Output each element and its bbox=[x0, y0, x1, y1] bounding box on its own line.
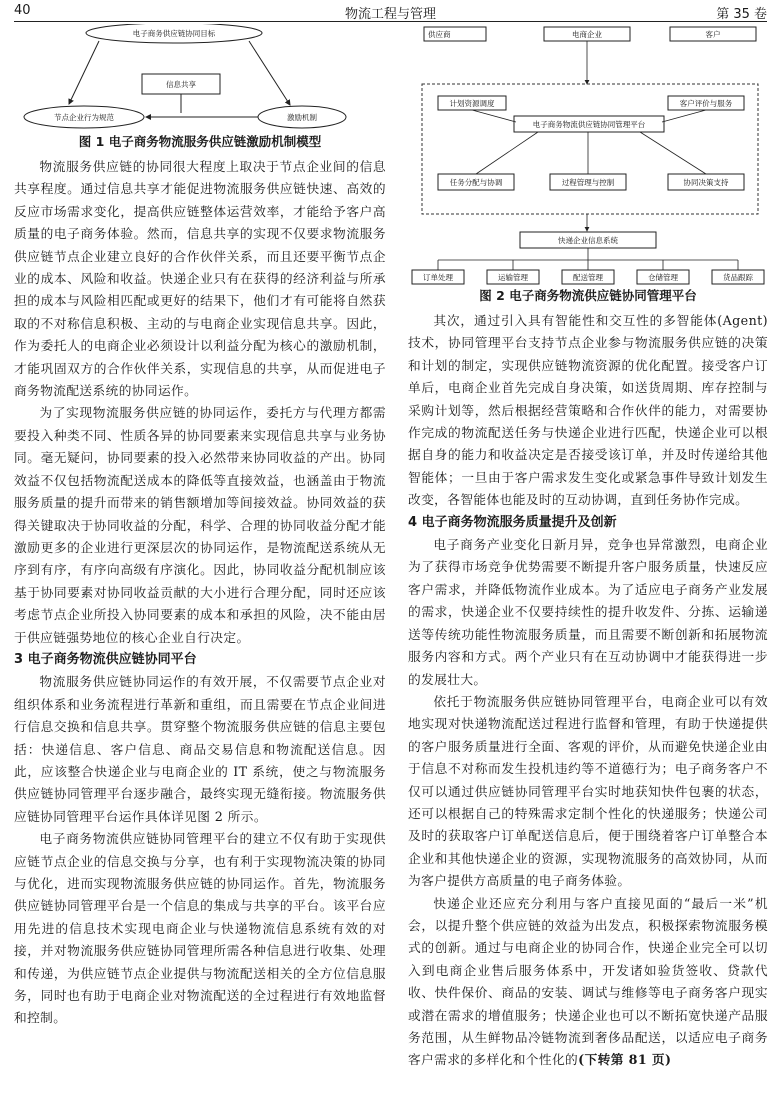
fig2-warehouse-label: 仓储管理 bbox=[648, 273, 678, 282]
fig2-plan-label: 计划资源调度 bbox=[449, 99, 495, 108]
left-paragraph-4: 电子商务物流供应链协同管理平台的建立不仅有助于实现供应链节点企业的信息交换与分享，也有利于实现物流决策的协同与优化，进而实现物流服务供应链的协同运作。首先，物流服务供应链协同管理平台是一个信息的集成与共享的平台。该平台应用先进的信息技术实现电商企业与快递物流信息系统有效的对接，并对物流服务供应链协同管理所需各种信息进行收集、处理和传递，为供应链节点企业提供与物流配送相关的全方位信息服务，同时也有助于电商企业对物流配送的全过程进行有效地监督和控制。 bbox=[14, 831, 386, 1026]
fig2-link-decision bbox=[640, 132, 706, 174]
figure-1-diagram bbox=[14, 24, 386, 132]
figure-2-caption: 图 2 电子商务物流供应链协同管理平台 bbox=[479, 288, 697, 303]
header-rule bbox=[14, 21, 767, 22]
fig1-arrow-goal-norm bbox=[69, 41, 99, 104]
left-paragraph-2: 为了实现物流服务供应链的协同运作，委托方与代理方都需要投入种类不同、性质各异的协同要素来实现信息共享与业务协同。毫无疑问，协同要素的投入必然带来协同收益的产出。协同效益不仅包括物流配送成本的降低等直接效益，也涵盖由于物流服务质量的提升而带来的销售额增加等间接效益。协同效益的获得关键取决于协同收益的分配，科学、合理的协同收益分配才能激励更多的企业进行更深层次的协同运作，是物流配送系统从无序到有序，有序向高级有序演化。因此，协同收益分配机制应该基于协同要素对协同收益贡献的大小进行合理分配，同时还应该考虑节点企业所投入协同要素的成本和承担的风险，决不能由居于供应链强势地位的核心企业自行决定。 bbox=[14, 405, 386, 645]
fig2-system-label: 快递企业信息系统 bbox=[558, 236, 618, 245]
fig2-transport-label: 运输管理 bbox=[498, 273, 528, 282]
right-paragraph-3: 依托于物流服务供应链协同管理平台，电商企业可以有效地实现对快递物流配送过程进行监督和管理，有助于快递提供的客户服务质量进行全面、客观的评价，从而避免快递企业由于信息不对称而发生投机违约等不道德行为；电子商务客户不仅可以通过供应链协同管理平台实时地获知快件包裹的状态，还可以根据自己的特殊需求定制个性化的快递服务；快递公司及时的获取客户订单配送信息后，便于围绕着客户订单整合本企业和其他快递企业的资源，实现物流服务的高效协同，从而为客户提供方高质量的电子商务体验。 bbox=[408, 693, 768, 889]
fig2-process-label: 过程管理与控制 bbox=[561, 178, 615, 187]
volume-label: 第 35 卷 bbox=[716, 7, 767, 22]
section-3-heading: 3 电子商务物流供应链协同平台 bbox=[14, 651, 197, 667]
fig1-arrow-goal-incentive bbox=[249, 41, 290, 105]
fig1-incentive-label: 激励机制 bbox=[287, 113, 317, 122]
page-number: 40 bbox=[14, 3, 31, 18]
fig2-tracking-label: 货品跟踪 bbox=[723, 273, 753, 282]
right-paragraph-4 bbox=[408, 893, 768, 1072]
fig2-ecommerce-label: 电商企业 bbox=[572, 30, 602, 39]
fig2-link-plan bbox=[472, 110, 516, 122]
section-4-heading: 4 电子商务物流服务质量提升及创新 bbox=[408, 514, 617, 530]
left-paragraph-3: 物流服务供应链协同运作的有效开展，不仅需要节点企业对组织体系和业务流程进行革新和重组，而且需要在节点企业间进行信息交换和信息共享。贯穿整个物流服务供应链的信息主要包括：快递信息、客户信息、商品交易信息和物流配送信息。因此，应该整合快递企业与电商企业的 IT 系统，使之与物流服务供应链协同管理平台逐步融合，最终实现无缝衔接。物流服务供应链协同管理平台运作具体详见图 2 所示。 bbox=[14, 674, 386, 824]
fig2-task-label: 任务分配与协调 bbox=[449, 178, 503, 187]
right-column bbox=[408, 24, 768, 1072]
fig2-link-service bbox=[662, 110, 706, 122]
journal-title: 物流工程与管理 bbox=[344, 7, 436, 22]
fig2-platform-label: 电子商务物流供应链协同管理平台 bbox=[532, 120, 646, 129]
fig2-supplier-label: 供应商 bbox=[428, 30, 451, 39]
right-paragraph-4-text: 快递企业还应充分利用与客户直接见面的“最后一米”机会，以提升整个供应链的效益为出发点，积极探索物流服务模式的创新。通过与电商企业的协同合作，快递企业完全可以切入到电商企业售后服务体系中，开发诸如验货签收、贷款代收、快件保价、商品的安装、调试与维修等电子商务客户现实或潜在需求的增值服务；快递企业也可以不断拓宽快递产品服务范围，从生鲜物品冷链物流到奢侈品配送，以适应电子商务客户需求的多样化和个性化的 bbox=[408, 895, 768, 1068]
fig2-delivery-label: 配送管理 bbox=[573, 273, 603, 282]
fig2-decision-label: 协同决策支持 bbox=[683, 178, 729, 187]
continued-on-page-note: (下转第 81 页) bbox=[578, 1052, 672, 1068]
right-paragraph-1: 其次，通过引入具有智能性和交互性的多智能体(Agent)技术，协同管理平台支持节点企业参与物流服务供应链的决策和计划的制定，实现供应链物流资源的优化配置。接受客户订单后，电商企业首先完成自身决策，如送货周期、库存控制与采购计划等，然后根据经营策略和合作伙伴的能力，对需要协作完成的物流配送任务与快递企业进行匹配，快递企业可以根据自身的能力和收益决定是否接受该订单，并及时传递给其他智能体；一旦由于客户需求发生变化或紧急事件导致计划发生改变，各智能体也能及时的互动协调，直到任务协作完成。 bbox=[408, 313, 768, 508]
figure-2-diagram bbox=[408, 24, 768, 286]
fig2-customer-label: 客户 bbox=[705, 30, 721, 39]
fig1-goal-label: 电子商务供应链协同目标 bbox=[132, 29, 216, 38]
fig2-order-label: 订单处理 bbox=[423, 273, 453, 282]
fig1-norm-label: 节点企业行为规范 bbox=[54, 113, 114, 122]
page-header bbox=[14, 0, 767, 20]
fig2-bottom-modules bbox=[412, 260, 764, 284]
fig1-info-label: 信息共享 bbox=[166, 80, 196, 89]
left-column bbox=[14, 24, 386, 1030]
figure-1-caption: 图 1 电子商务物流服务供应链激励机制模型 bbox=[78, 134, 322, 149]
right-paragraph-2: 电子商务产业变化日新月异，竞争也异常激烈，电商企业为了获得市场竞争优势需要不断提升客户服务质量，快速反应客户需求，并降低物流作业成本。为了适应电子商务产业发展的需求，快递企业不仅要持续性的提升收发件、分拣、运输递送等传统功能性物流服务质量，而且需要不断创新和拓展物流服务内容和方式。两个产业只有在互动协调中才能获得进一步的发展壮大。 bbox=[408, 537, 768, 687]
fig2-service-label: 客户评价与服务 bbox=[679, 99, 733, 108]
fig2-link-task bbox=[476, 132, 538, 174]
left-paragraph-1: 物流服务供应链的协同很大程度上取决于节点企业间的信息共享程度。通过信息共享才能促进物流服务供应链快速、高效的反应市场需求变化，提高供应链整体运营效率，才能给予客户高质量的电子商务体验。然而，信息共享的实现不仅要求物流服务供应链节点企业建立良好的合作伙伴关系，而且还要平衡节点企业的成本、风险和收益。快递企业只有在获得的经济利益与所承担的成本与风险相匹配或更好的结果下，他们才有可能将自然获取的不对称信息积极、主动的与电商企业实现信息共享。因此，作为委托人的电商企业必须设计以利益分配为核心的激励机制，才能巩固双方的合作伙伴关系，实现信息的共享，从而促进电子商务物流配送系统的协同运作。 bbox=[14, 159, 386, 399]
